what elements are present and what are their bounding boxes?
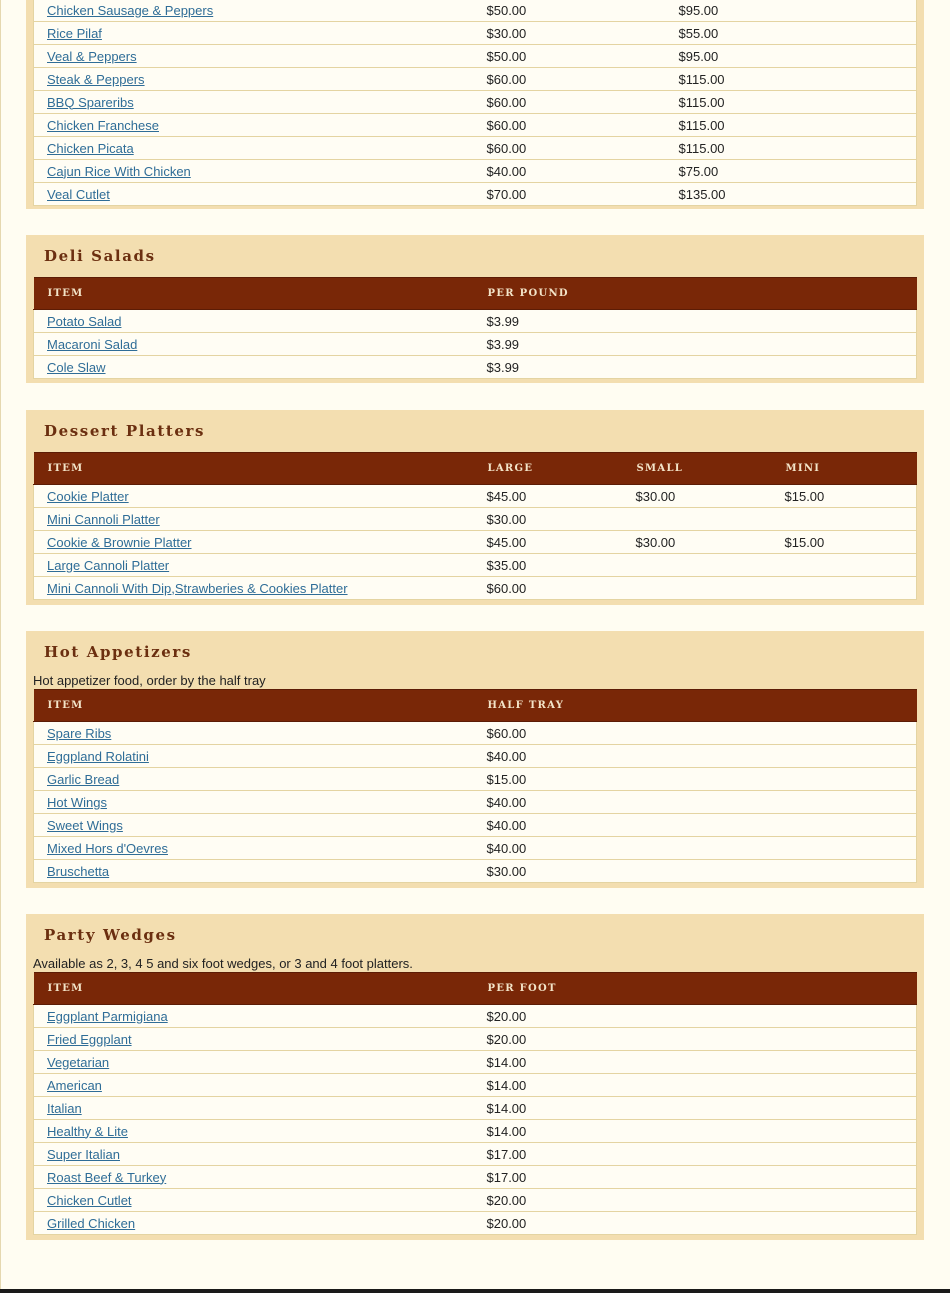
- price-cell: $50.00: [474, 45, 666, 68]
- section-description: Available as 2, 3, 4 5 and six foot wedges, or 3 and 4 foot platters.: [33, 956, 413, 971]
- price-cell: $70.00: [474, 183, 666, 206]
- item-link[interactable]: Rice Pilaf: [47, 25, 102, 41]
- item-cell: [34, 860, 474, 883]
- column-header-item: ITEM: [34, 453, 474, 485]
- price-cell: $45.00: [474, 485, 623, 508]
- item-cell: [34, 1097, 474, 1120]
- price-cell: $14.00: [474, 1074, 917, 1097]
- item-cell: [34, 722, 474, 745]
- item-link[interactable]: Large Cannoli Platter: [47, 557, 170, 573]
- price-cell: $60.00: [474, 722, 917, 745]
- section-title: Hot Appetizers: [44, 643, 192, 661]
- item-link[interactable]: Hot Wings: [47, 794, 107, 810]
- table-row: [34, 485, 917, 508]
- item-link[interactable]: Fried Eggplant: [47, 1031, 132, 1047]
- price-cell: $17.00: [474, 1166, 917, 1189]
- price-cell: $40.00: [474, 791, 917, 814]
- price-cell: $30.00: [474, 508, 623, 531]
- price-cell: $3.99: [474, 333, 917, 356]
- item-link[interactable]: Mixed Hors d'Oevres: [47, 840, 168, 856]
- table-row: [34, 160, 917, 183]
- section-deli-salads: [26, 235, 924, 383]
- item-cell: [34, 0, 474, 22]
- item-cell: [34, 1189, 474, 1212]
- item-cell: [34, 22, 474, 45]
- item-link[interactable]: Super Italian: [47, 1146, 120, 1162]
- item-link[interactable]: Cookie & Brownie Platter: [47, 534, 192, 550]
- item-link[interactable]: Garlic Bread: [47, 771, 120, 787]
- item-cell: [34, 1143, 474, 1166]
- table-row: [34, 860, 917, 883]
- table-row: [34, 1028, 917, 1051]
- price-cell: [623, 577, 772, 600]
- table-row: [34, 333, 917, 356]
- item-cell: [34, 160, 474, 183]
- table-row: [34, 45, 917, 68]
- column-header-per-foot: PER FOOT: [474, 973, 917, 1005]
- table-row: [34, 91, 917, 114]
- table-row: [34, 1212, 917, 1235]
- item-link[interactable]: Cookie Platter: [47, 488, 129, 504]
- table-row: [34, 531, 917, 554]
- column-header-item: ITEM: [34, 973, 474, 1005]
- table-row: [34, 1005, 917, 1028]
- section-title: Party Wedges: [44, 926, 177, 944]
- item-cell: [34, 745, 474, 768]
- table-row: [34, 791, 917, 814]
- price-cell: $60.00: [474, 91, 666, 114]
- item-link[interactable]: Macaroni Salad: [47, 336, 138, 352]
- menu-table: [33, 452, 917, 600]
- column-header-per-pound: PER POUND: [474, 278, 917, 310]
- item-link[interactable]: BBQ Spareribs: [47, 94, 134, 110]
- price-cell: [772, 554, 917, 577]
- table-row: [34, 356, 917, 379]
- table-row: [34, 1097, 917, 1120]
- table-row: [34, 1189, 917, 1212]
- item-link[interactable]: Veal & Peppers: [47, 48, 137, 64]
- page-bottom-bar: [0, 1289, 950, 1293]
- price-cell: $3.99: [474, 310, 917, 333]
- price-cell: $115.00: [666, 91, 917, 114]
- table-row: [34, 310, 917, 333]
- price-cell: $14.00: [474, 1120, 917, 1143]
- price-cell: $40.00: [474, 745, 917, 768]
- table-row: [34, 1120, 917, 1143]
- item-cell: [34, 814, 474, 837]
- item-cell: [34, 183, 474, 206]
- price-cell: $115.00: [666, 114, 917, 137]
- page-left-border: [0, 0, 1, 1293]
- item-link[interactable]: Italian: [47, 1100, 82, 1116]
- item-cell: [34, 356, 474, 379]
- item-cell: [34, 768, 474, 791]
- item-link[interactable]: Roast Beef & Turkey: [47, 1169, 167, 1185]
- table-row: [34, 745, 917, 768]
- price-cell: $3.99: [474, 356, 917, 379]
- table-row: [34, 183, 917, 206]
- item-link[interactable]: Chicken Sausage & Peppers: [47, 2, 214, 18]
- section-dessert-platters: [26, 410, 924, 605]
- item-link[interactable]: Mini Cannoli With Dip,Strawberies & Cookies Platter: [47, 580, 348, 596]
- table-row: [34, 68, 917, 91]
- price-cell: $15.00: [772, 485, 917, 508]
- item-link[interactable]: Cajun Rice With Chicken: [47, 163, 191, 179]
- price-cell: $50.00: [474, 0, 666, 22]
- price-cell: $60.00: [474, 68, 666, 91]
- item-cell: [34, 1074, 474, 1097]
- item-link[interactable]: Eggpland Rolatini: [47, 748, 149, 764]
- price-cell: [623, 508, 772, 531]
- item-link[interactable]: Chicken Cutlet: [47, 1192, 132, 1208]
- price-cell: $75.00: [666, 160, 917, 183]
- section-title: Dessert Platters: [44, 422, 206, 440]
- item-cell: [34, 554, 474, 577]
- price-cell: $35.00: [474, 554, 623, 577]
- price-cell: [772, 577, 917, 600]
- price-cell: $60.00: [474, 577, 623, 600]
- price-cell: $30.00: [474, 860, 917, 883]
- table-row: [34, 22, 917, 45]
- item-cell: [34, 333, 474, 356]
- item-cell: [34, 1212, 474, 1235]
- item-cell: [34, 1028, 474, 1051]
- item-link[interactable]: American: [47, 1077, 102, 1093]
- table-row: [34, 508, 917, 531]
- item-cell: [34, 531, 474, 554]
- price-cell: $40.00: [474, 160, 666, 183]
- table-row: [34, 137, 917, 160]
- price-cell: $115.00: [666, 137, 917, 160]
- table-row: [34, 722, 917, 745]
- item-link[interactable]: Mini Cannoli Platter: [47, 511, 160, 527]
- price-cell: $14.00: [474, 1051, 917, 1074]
- item-cell: [34, 791, 474, 814]
- menu-table: [33, 972, 917, 1235]
- section-title: Deli Salads: [44, 247, 156, 265]
- section-entrees: [26, 0, 924, 209]
- section-description: Hot appetizer food, order by the half tray: [33, 673, 266, 688]
- table-row: [34, 768, 917, 791]
- price-cell: $30.00: [474, 22, 666, 45]
- item-link[interactable]: Spare Ribs: [47, 725, 112, 741]
- table-row: [34, 554, 917, 577]
- column-header-mini: MINI: [772, 453, 917, 485]
- price-cell: $135.00: [666, 183, 917, 206]
- item-cell: [34, 114, 474, 137]
- item-link[interactable]: Vegetarian: [47, 1054, 110, 1070]
- item-cell: [34, 1166, 474, 1189]
- price-cell: $95.00: [666, 0, 917, 22]
- price-cell: $60.00: [474, 137, 666, 160]
- menu-table: [33, 0, 917, 206]
- item-cell: [34, 485, 474, 508]
- item-link[interactable]: Bruschetta: [47, 863, 110, 879]
- section-party-wedges: [26, 914, 924, 1240]
- item-link[interactable]: Veal Cutlet: [47, 186, 110, 202]
- table-row: [34, 1074, 917, 1097]
- table-row: [34, 837, 917, 860]
- item-cell: [34, 1120, 474, 1143]
- item-link[interactable]: Potato Salad: [47, 313, 122, 329]
- price-cell: $40.00: [474, 814, 917, 837]
- column-header-item: ITEM: [34, 278, 474, 310]
- price-cell: $17.00: [474, 1143, 917, 1166]
- price-cell: $20.00: [474, 1189, 917, 1212]
- item-link[interactable]: Eggplant Parmigiana: [47, 1008, 168, 1024]
- item-link[interactable]: Chicken Franchese: [47, 117, 159, 133]
- item-cell: [34, 577, 474, 600]
- table-row: [34, 1166, 917, 1189]
- item-cell: [34, 508, 474, 531]
- price-cell: $15.00: [772, 531, 917, 554]
- price-cell: $30.00: [623, 531, 772, 554]
- item-cell: [34, 91, 474, 114]
- column-header-half-tray: HALF TRAY: [474, 690, 917, 722]
- table-row: [34, 814, 917, 837]
- price-cell: $55.00: [666, 22, 917, 45]
- price-cell: $115.00: [666, 68, 917, 91]
- item-cell: [34, 45, 474, 68]
- table-row: [34, 114, 917, 137]
- table-row: [34, 577, 917, 600]
- item-cell: [34, 310, 474, 333]
- price-cell: $20.00: [474, 1028, 917, 1051]
- item-link[interactable]: Sweet Wings: [47, 817, 123, 833]
- column-header-large: LARGE: [474, 453, 623, 485]
- price-cell: $45.00: [474, 531, 623, 554]
- item-link[interactable]: Healthy & Lite: [47, 1123, 128, 1139]
- price-cell: $95.00: [666, 45, 917, 68]
- price-cell: $60.00: [474, 114, 666, 137]
- item-cell: [34, 837, 474, 860]
- menu-table: [33, 689, 917, 883]
- section-hot-appetizers: [26, 631, 924, 888]
- price-cell: $30.00: [623, 485, 772, 508]
- price-cell: $14.00: [474, 1097, 917, 1120]
- item-cell: [34, 137, 474, 160]
- column-header-item: ITEM: [34, 690, 474, 722]
- price-cell: [772, 508, 917, 531]
- price-cell: $40.00: [474, 837, 917, 860]
- menu-table: [33, 277, 917, 379]
- item-cell: [34, 68, 474, 91]
- item-cell: [34, 1051, 474, 1074]
- price-cell: [623, 554, 772, 577]
- item-link[interactable]: Chicken Picata: [47, 140, 134, 156]
- column-header-small: SMALL: [623, 453, 772, 485]
- table-row: [34, 0, 917, 22]
- price-cell: $20.00: [474, 1212, 917, 1235]
- item-cell: [34, 1005, 474, 1028]
- table-row: [34, 1143, 917, 1166]
- price-cell: $20.00: [474, 1005, 917, 1028]
- item-link[interactable]: Steak & Peppers: [47, 71, 145, 87]
- item-link[interactable]: Cole Slaw: [47, 359, 106, 375]
- item-link[interactable]: Grilled Chicken: [47, 1215, 136, 1231]
- table-row: [34, 1051, 917, 1074]
- price-cell: $15.00: [474, 768, 917, 791]
